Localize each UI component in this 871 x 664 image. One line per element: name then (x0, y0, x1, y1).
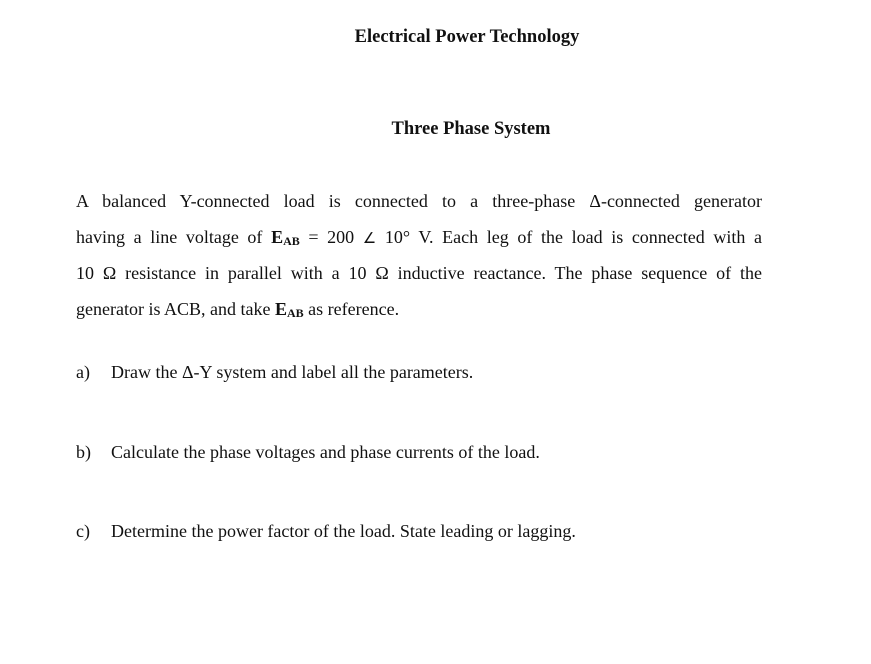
question-b (76, 442, 540, 463)
question-a-text: Draw the Δ-Y system and label all the parameters. (111, 362, 474, 382)
angle-icon: ∠ (362, 228, 377, 247)
page-title: Electrical Power Technology (354, 27, 580, 47)
line-voltage-magnitude: = 200 (308, 226, 355, 247)
question-b-letter: b) (76, 442, 91, 462)
symbol-e: E (271, 226, 284, 247)
line-voltage-intro: having a line voltage of (76, 226, 263, 247)
reference-intro: generator is ACB, and take (76, 298, 271, 319)
question-a-letter: a) (76, 362, 90, 382)
question-c (76, 521, 576, 542)
reference-symbol (275, 299, 304, 319)
line-voltage-rest: 10° V. Each leg of the load is connected with a (384, 226, 763, 247)
problem-line-4 (76, 292, 762, 328)
section-title: Three Phase System (391, 119, 551, 139)
problem-line-1: A balanced Y-connected load is connected to a three-phase Δ-connected generator (76, 191, 762, 211)
question-b-text: Calculate the phase voltages and phase currents of the load. (111, 442, 540, 462)
reference-symbol-e: E (274, 298, 287, 319)
question-c-text: Determine the power factor of the load. State leading or lagging. (111, 521, 576, 541)
reference-symbol-subscript: AB (286, 305, 304, 320)
problem-line-2 (76, 220, 762, 257)
question-a (76, 362, 473, 383)
question-c-letter: c) (76, 521, 90, 541)
line-voltage-symbol (271, 227, 300, 247)
problem-statement (76, 184, 762, 327)
reference-outro: as reference. (308, 298, 400, 319)
symbol-subscript: AB (283, 233, 300, 248)
problem-line-3: 10 Ω resistance in parallel with a 10 Ω inductive reactance. The phase sequence of the (76, 263, 762, 283)
